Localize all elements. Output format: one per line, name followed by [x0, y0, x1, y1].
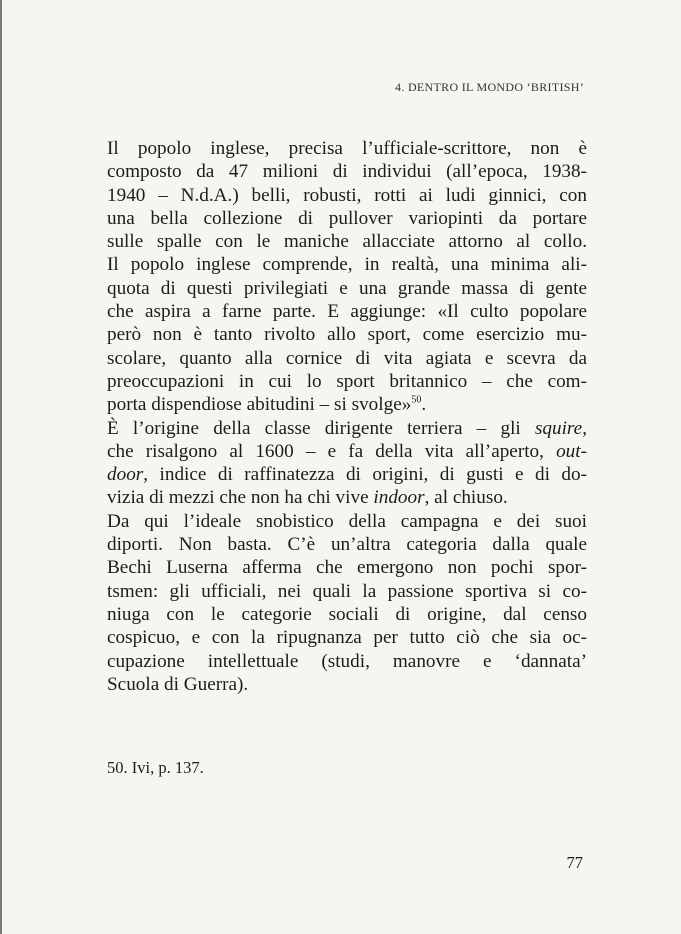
page-number: 77: [566, 853, 583, 872]
text-line: [107, 533, 587, 556]
text-line: [107, 650, 587, 673]
text-line: [107, 347, 587, 370]
line-text: cospicuo, e con la ripugnanza per tutto ciò che sia oc-: [107, 627, 587, 649]
italic-term: out-: [556, 440, 587, 462]
text-line: [107, 580, 587, 603]
line-text: porta dispendiose abitudini – si svolge»: [107, 394, 412, 416]
running-head: 4. DENTRO IL MONDO ‘BRITISH’: [395, 80, 584, 94]
line-text: Il popolo inglese, precisa l’ufficiale-scrittore, non è: [107, 138, 587, 159]
line-text: .: [421, 394, 427, 416]
line-text: che aspira a farne parte. E aggiunge: «Il culto popolare: [107, 301, 587, 323]
line-text: che risalgono al 1600 – e fa della vita all’aperto,: [107, 440, 557, 462]
line-text: quota di questi privilegiati e una grande massa di gente: [107, 277, 587, 299]
line-text: Scuola di Guerra).: [107, 673, 249, 695]
text-line: [107, 603, 587, 626]
line-text: composto da 47 milioni di individui (all’epoca, 1938-: [107, 161, 587, 183]
text-line: [107, 253, 587, 276]
line-text: diporti. Non basta. C’è un’altra categoria dalla quale: [107, 534, 587, 556]
text-line: [107, 323, 587, 346]
text-line: [107, 184, 587, 207]
text-line: [107, 393, 587, 416]
line-text: tsmen: gli ufficiali, nei quali la passione sportiva si co-: [107, 580, 587, 602]
line-text: Bechi Luserna afferma che emergono non pochi spor-: [107, 557, 587, 579]
text-line: [107, 300, 587, 323]
page-spine-edge: [0, 0, 2, 934]
line-text: cupazione intellettuale (studi, manovre e ‘dannata’: [107, 650, 587, 672]
line-text: niuga con le categorie sociali di origine, dal censo: [107, 603, 587, 625]
line-text: ,: [582, 417, 587, 439]
text-line: [107, 463, 587, 486]
line-text: Il popolo inglese comprende, in realtà, una minima ali-: [107, 254, 587, 276]
italic-term: indoor: [373, 487, 425, 509]
text-line: [107, 370, 587, 393]
line-text: , al chiuso.: [424, 487, 508, 509]
body-text: [107, 137, 587, 696]
text-line: [107, 556, 587, 579]
text-line: [107, 277, 587, 300]
text-line: [107, 626, 587, 649]
footnote: 50. Ivi, p. 137.: [107, 758, 204, 777]
line-text: È l’origine della classe dirigente terriera – gli: [107, 417, 535, 439]
line-text: Da qui l’ideale snobistico della campagna e dei suoi: [107, 510, 587, 532]
footnote-marker[interactable]: 50: [411, 394, 422, 406]
line-text: 1940 – N.d.A.) belli, robusti, rotti ai ludi ginnici, con: [107, 184, 587, 206]
text-line: [107, 417, 587, 440]
italic-term: door: [107, 464, 144, 486]
line-text: però non è tanto rivolto allo sport, come esercizio mu-: [107, 324, 587, 346]
text-line: [107, 160, 587, 183]
line-text: preoccupazioni in cui lo sport britannico – che com-: [107, 370, 587, 392]
line-text: scolare, quanto alla cornice di vita agiata e scevra da: [107, 347, 587, 369]
line-text: una bella collezione di pullover variopinti da portare: [107, 207, 587, 229]
text-line: [107, 673, 587, 696]
text-line: [107, 137, 587, 160]
text-line: [107, 486, 587, 509]
line-text: , indice di raffinatezza di origini, di gusti e di do-: [143, 464, 587, 486]
italic-term: squire: [534, 417, 583, 439]
line-text: vizia di mezzi che non ha chi vive: [107, 487, 374, 509]
text-line: [107, 207, 587, 230]
text-line: [107, 510, 587, 533]
line-text: sulle spalle con le maniche allacciate attorno al collo.: [107, 231, 587, 253]
text-line: [107, 230, 587, 253]
text-line: [107, 440, 587, 463]
